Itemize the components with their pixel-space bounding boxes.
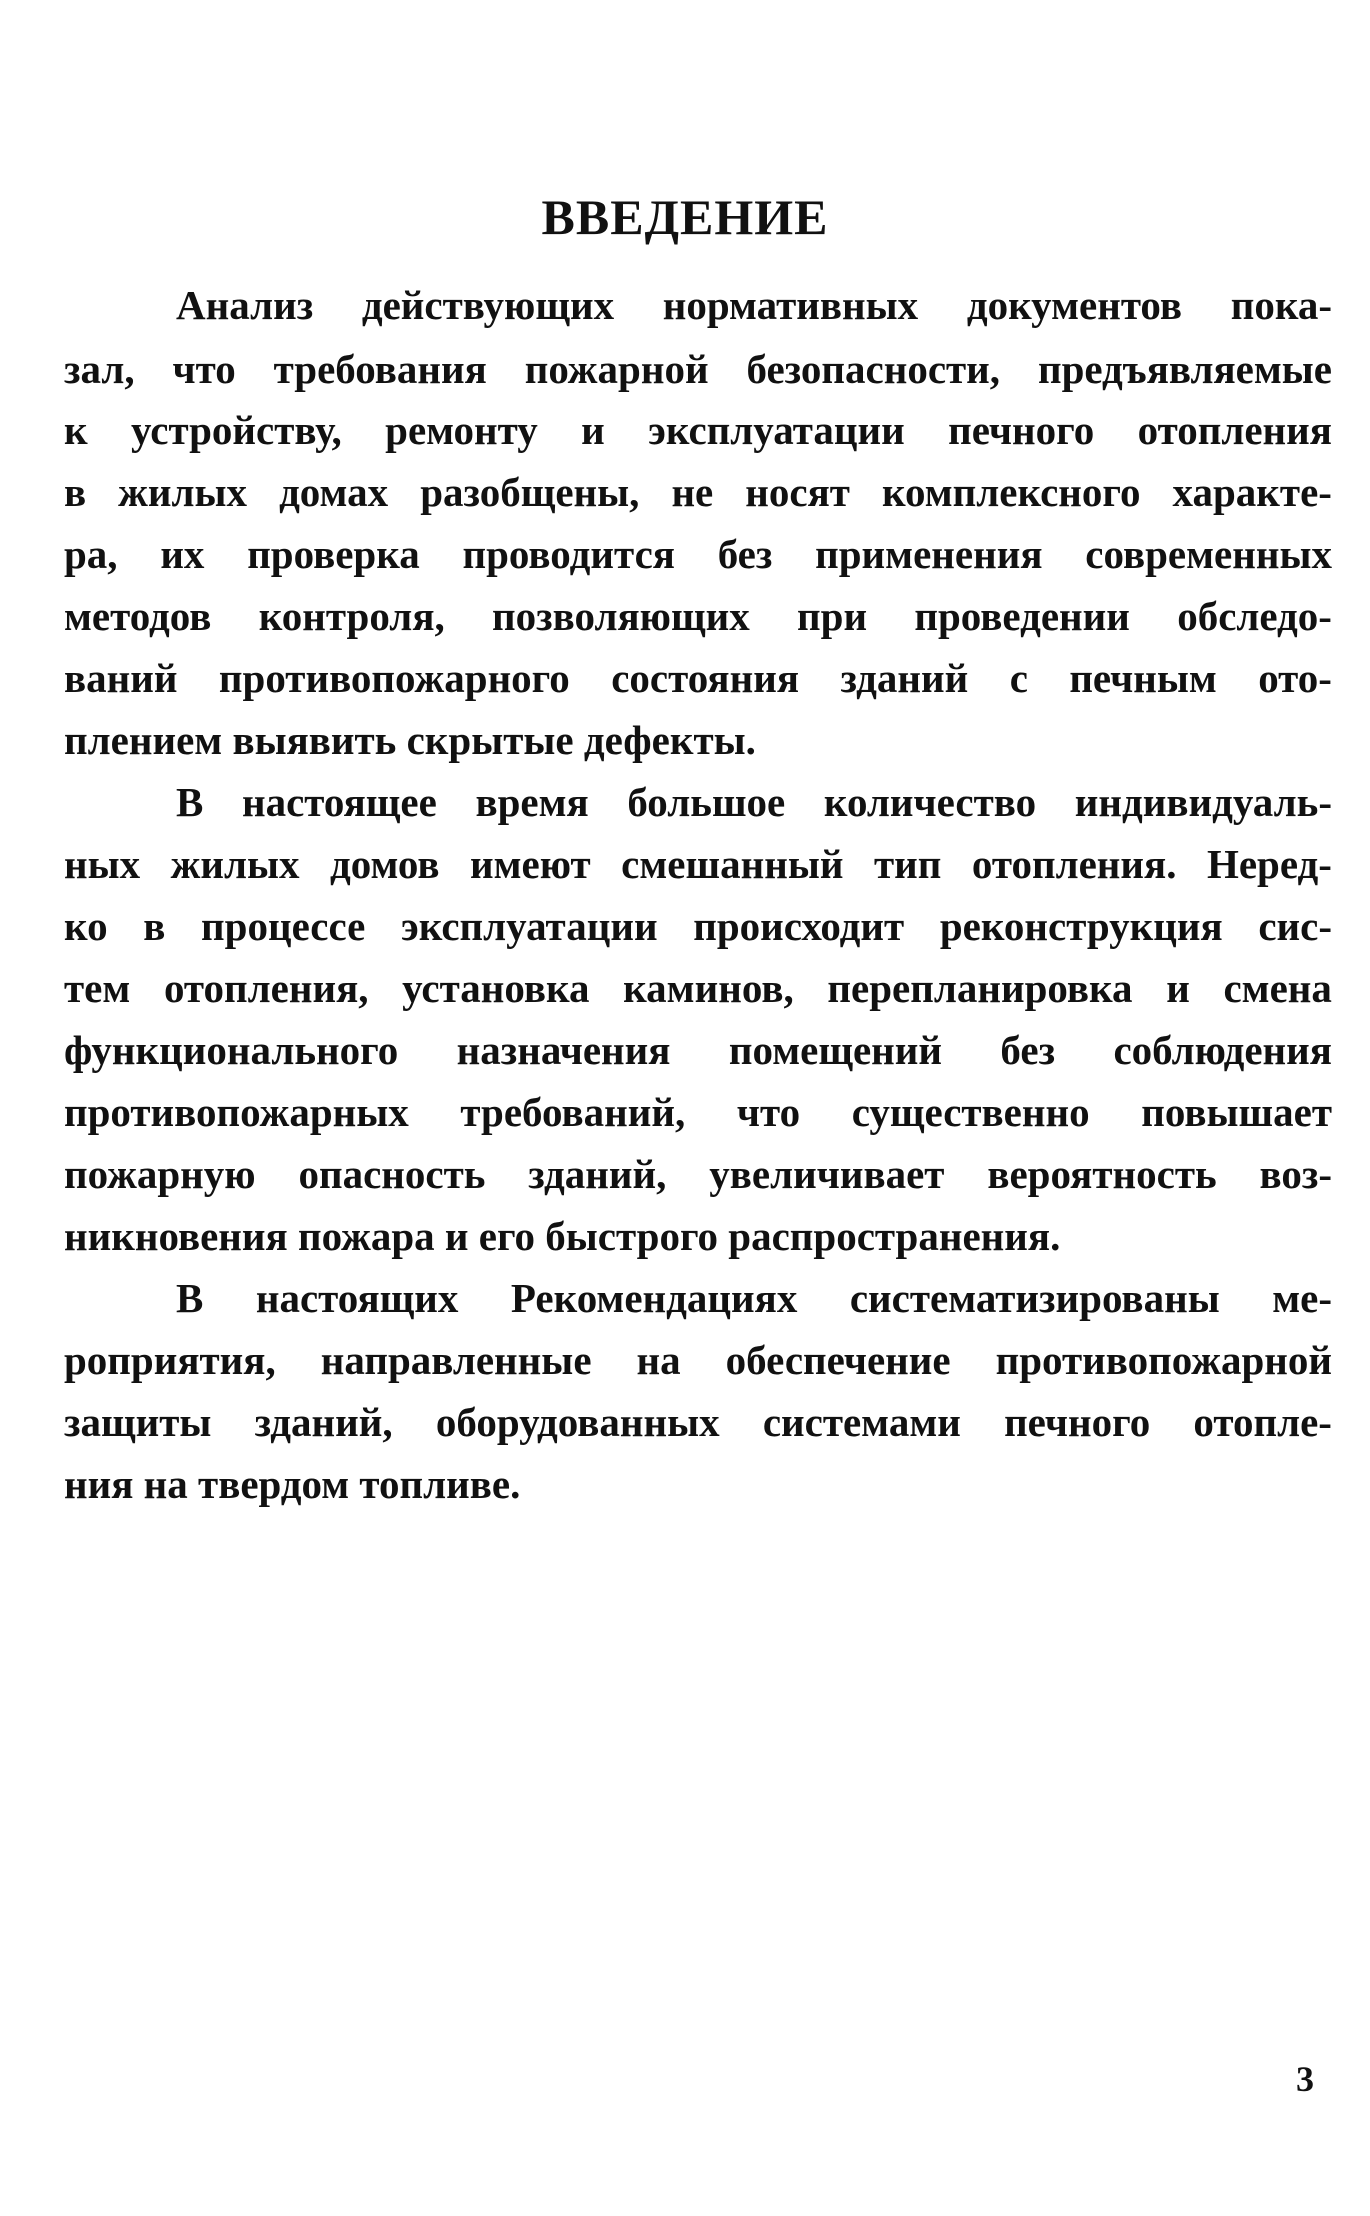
paragraph-3-line-3: защиты зданий, оборудованных системами печного отопле- xyxy=(64,1399,1332,1445)
paragraph-3-line-2: роприятия, направленные на обеспечение противопожарной xyxy=(64,1337,1332,1383)
paragraph-2-line-8: никновения пожара и его быстрого распространения. xyxy=(64,1213,1061,1259)
paragraph-3-line-4: ния на твердом топливе. xyxy=(64,1461,521,1507)
paragraph-2-line-7: пожарную опасность зданий, увеличивает вероятность воз- xyxy=(64,1151,1332,1197)
paragraph-1-line-4: в жилых домах разобщены, не носят комплексного характе- xyxy=(64,469,1332,515)
section-heading: ВВЕДЕНИЕ xyxy=(541,189,829,245)
paragraph-2-line-4: тем отопления, установка каминов, перепланировка и смена xyxy=(64,965,1332,1011)
paragraph-1-line-5: ра, их проверка проводится без применения современных xyxy=(64,531,1332,577)
page-number: 3 xyxy=(1296,2059,1314,2099)
paragraph-2-line-3: ко в процессе эксплуатации происходит реконструкция сис- xyxy=(64,903,1332,949)
paragraph-2-line-6: противопожарных требований, что существенно повышает xyxy=(64,1089,1332,1135)
paragraph-2-line-5: функционального назначения помещений без соблюдения xyxy=(64,1027,1332,1073)
paragraph-2-line-1: В настоящее время большое количество индивидуаль- xyxy=(176,779,1332,825)
paragraph-1-line-8: плением выявить скрытые дефекты. xyxy=(64,717,756,763)
paragraph-1-line-3: к устройству, ремонту и эксплуатации печного отопления xyxy=(64,407,1332,453)
paragraph-1-line-2: зал, что требования пожарной безопасности, предъявляемые xyxy=(64,346,1332,392)
paragraph-1-line-6: методов контроля, позволяющих при проведении обследо- xyxy=(64,593,1332,639)
paragraph-1-line-7: ваний противопожарного состояния зданий с печным ото- xyxy=(64,655,1332,701)
paragraph-3-line-1: В настоящих Рекомендациях систематизированы ме- xyxy=(176,1275,1332,1321)
paragraph-1-line-1: Анализ действующих нормативных документов пока- xyxy=(176,282,1332,328)
paragraph-2-line-2: ных жилых домов имеют смешанный тип отопления. Неред- xyxy=(64,841,1332,887)
